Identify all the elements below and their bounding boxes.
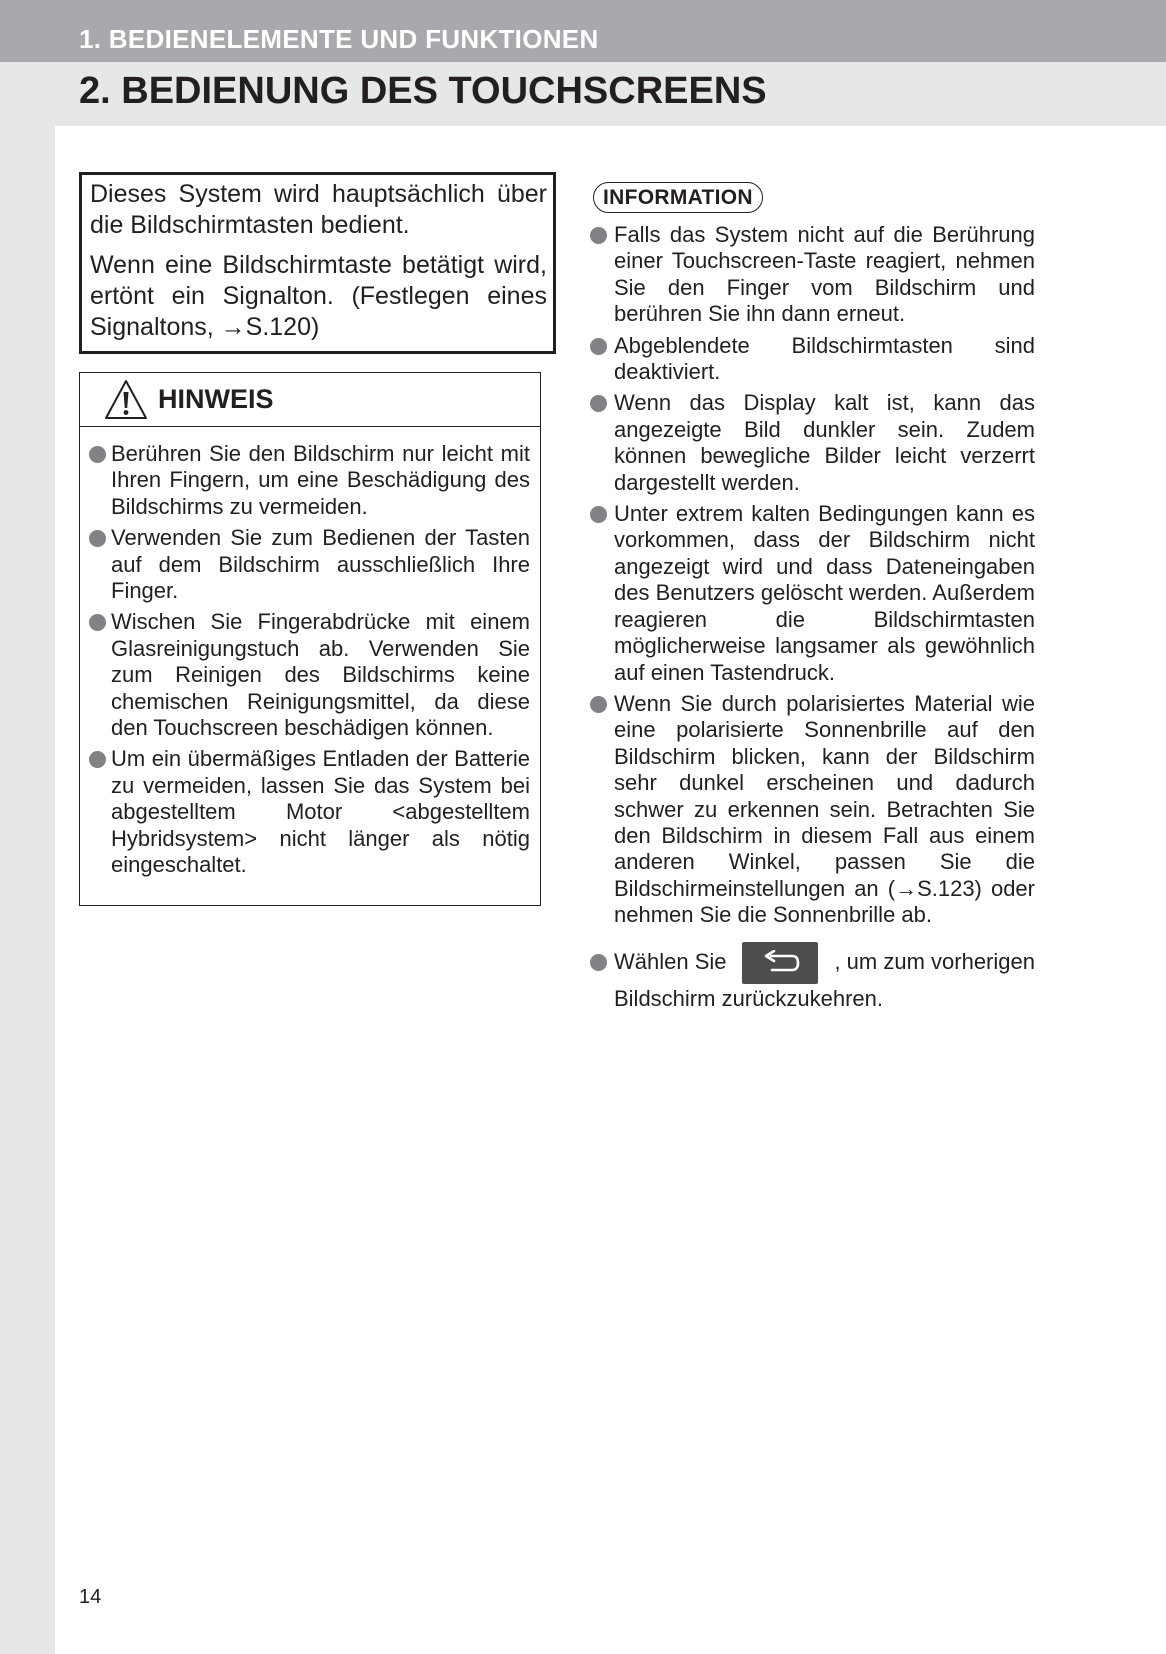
bullet-icon [590, 227, 607, 244]
information-item [590, 333, 1035, 386]
warning-triangle-icon [104, 379, 148, 421]
bullet-icon [89, 614, 106, 631]
bullet-icon [89, 446, 106, 463]
information-item [590, 691, 1035, 929]
bullet-icon [590, 338, 607, 355]
back-tip-before: Wählen Sie [614, 949, 727, 975]
left-margin-strip [0, 0, 55, 1654]
caution-item [89, 441, 530, 520]
bullet-icon [590, 506, 607, 523]
caution-item-text: Wischen Sie Fingerabdrücke mit einem Glasreinigungstuch ab. Verwenden Sie zum Reinigen des Bildschirms keine chemischen Reinigungsmittel, da diese den Touchscreen beschädigen können. [111, 609, 530, 741]
information-item-text: Wenn das Display kalt ist, kann das angezeigte Bild dunkler sein. Zudem können bewegliche Bilder leicht verzerrt dargestellt werden. [614, 390, 1035, 495]
intro-paragraph-1: Dieses System wird hauptsächlich über die Bildschirmtasten bedient. [90, 180, 547, 239]
caution-item-text: Um ein übermäßiges Entladen der Batterie zu vermeiden, lassen Sie das System bei abgestelltem Motor <abgestelltem Hybridsystem> nicht länger als nötig eingeschaltet. [111, 746, 530, 878]
section-label: 1. BEDIENELEMENTE UND FUNKTIONEN [79, 24, 599, 54]
information-item-text: Wenn Sie durch polarisiertes Material wie eine polarisierte Sonnenbrille auf den Bildschirm blicken, kann der Bildschirm sehr dunkel erscheinen und dadurch schwer zu erkennen sein. Betrachten Sie den Bildschirm in diesem Fall aus einem anderen Winkel, passen Sie die Bildschirmeinstellungen an (→S.123) oder nehmen Sie die Sonnenbrille ab. [614, 690, 1035, 928]
information-item-text: Abgeblendete Bildschirmtasten sind deaktiviert. [614, 332, 1035, 385]
page-title: 2. BEDIENUNG DES TOUCHSCREENS [79, 70, 767, 112]
intro-box [79, 172, 556, 354]
bullet-icon [89, 530, 106, 547]
information-item [590, 390, 1035, 496]
back-tip-line2: Bildschirm zurückzukehren. [614, 985, 883, 1011]
information-item [590, 222, 1035, 328]
information-item-text: Unter extrem kalten Bedingungen kann es vorkommen, dass der Bildschirm nicht angezeigt wird und dass Dateneingaben des Benutzers gelöscht werden. Außerdem reagieren die Bildschirmtasten möglicherweise langsamer als gewöhnlich auf einen Tastendruck. [614, 501, 1035, 685]
back-button-tip [590, 942, 1035, 1012]
bullet-icon [590, 954, 607, 971]
information-label: INFORMATION [593, 182, 763, 213]
back-button[interactable] [742, 942, 818, 984]
information-item-text: Falls das System nicht auf die Berührung einer Touchscreen-Taste reagiert, nehmen Sie den Finger vom Bildschirm und berühren Sie ihn dann erneut. [614, 222, 1035, 327]
caution-box [79, 372, 541, 906]
caution-item-text: Berühren Sie den Bildschirm nur leicht mit Ihren Fingern, um eine Beschädigung des Bildschirms zu vermeiden. [111, 441, 530, 519]
bullet-icon [89, 751, 106, 768]
back-tip-line [614, 942, 1035, 984]
caution-item [89, 609, 530, 741]
caution-item [89, 525, 530, 604]
caution-list [80, 427, 540, 879]
bullet-icon [590, 395, 607, 412]
page-number: 14 [79, 1586, 102, 1608]
caution-item [89, 746, 530, 878]
caution-item-text: Verwenden Sie zum Bedienen der Tasten auf dem Bildschirm ausschließlich Ihre Finger. [111, 525, 530, 604]
caution-header [80, 373, 540, 427]
information-column [590, 182, 1035, 1017]
bullet-icon [590, 696, 607, 713]
intro-paragraph-2: Wenn eine Bildschirmtaste betätigt wird, ertönt ein Signalton. (Festlegen eines Signaltons, →S.120) [90, 251, 547, 341]
back-arrow-icon [758, 950, 802, 976]
back-tip-after: , um zum vorherigen [834, 949, 1035, 975]
information-list [590, 222, 1035, 1012]
information-item [590, 501, 1035, 686]
caution-title: HINWEIS [158, 384, 274, 414]
